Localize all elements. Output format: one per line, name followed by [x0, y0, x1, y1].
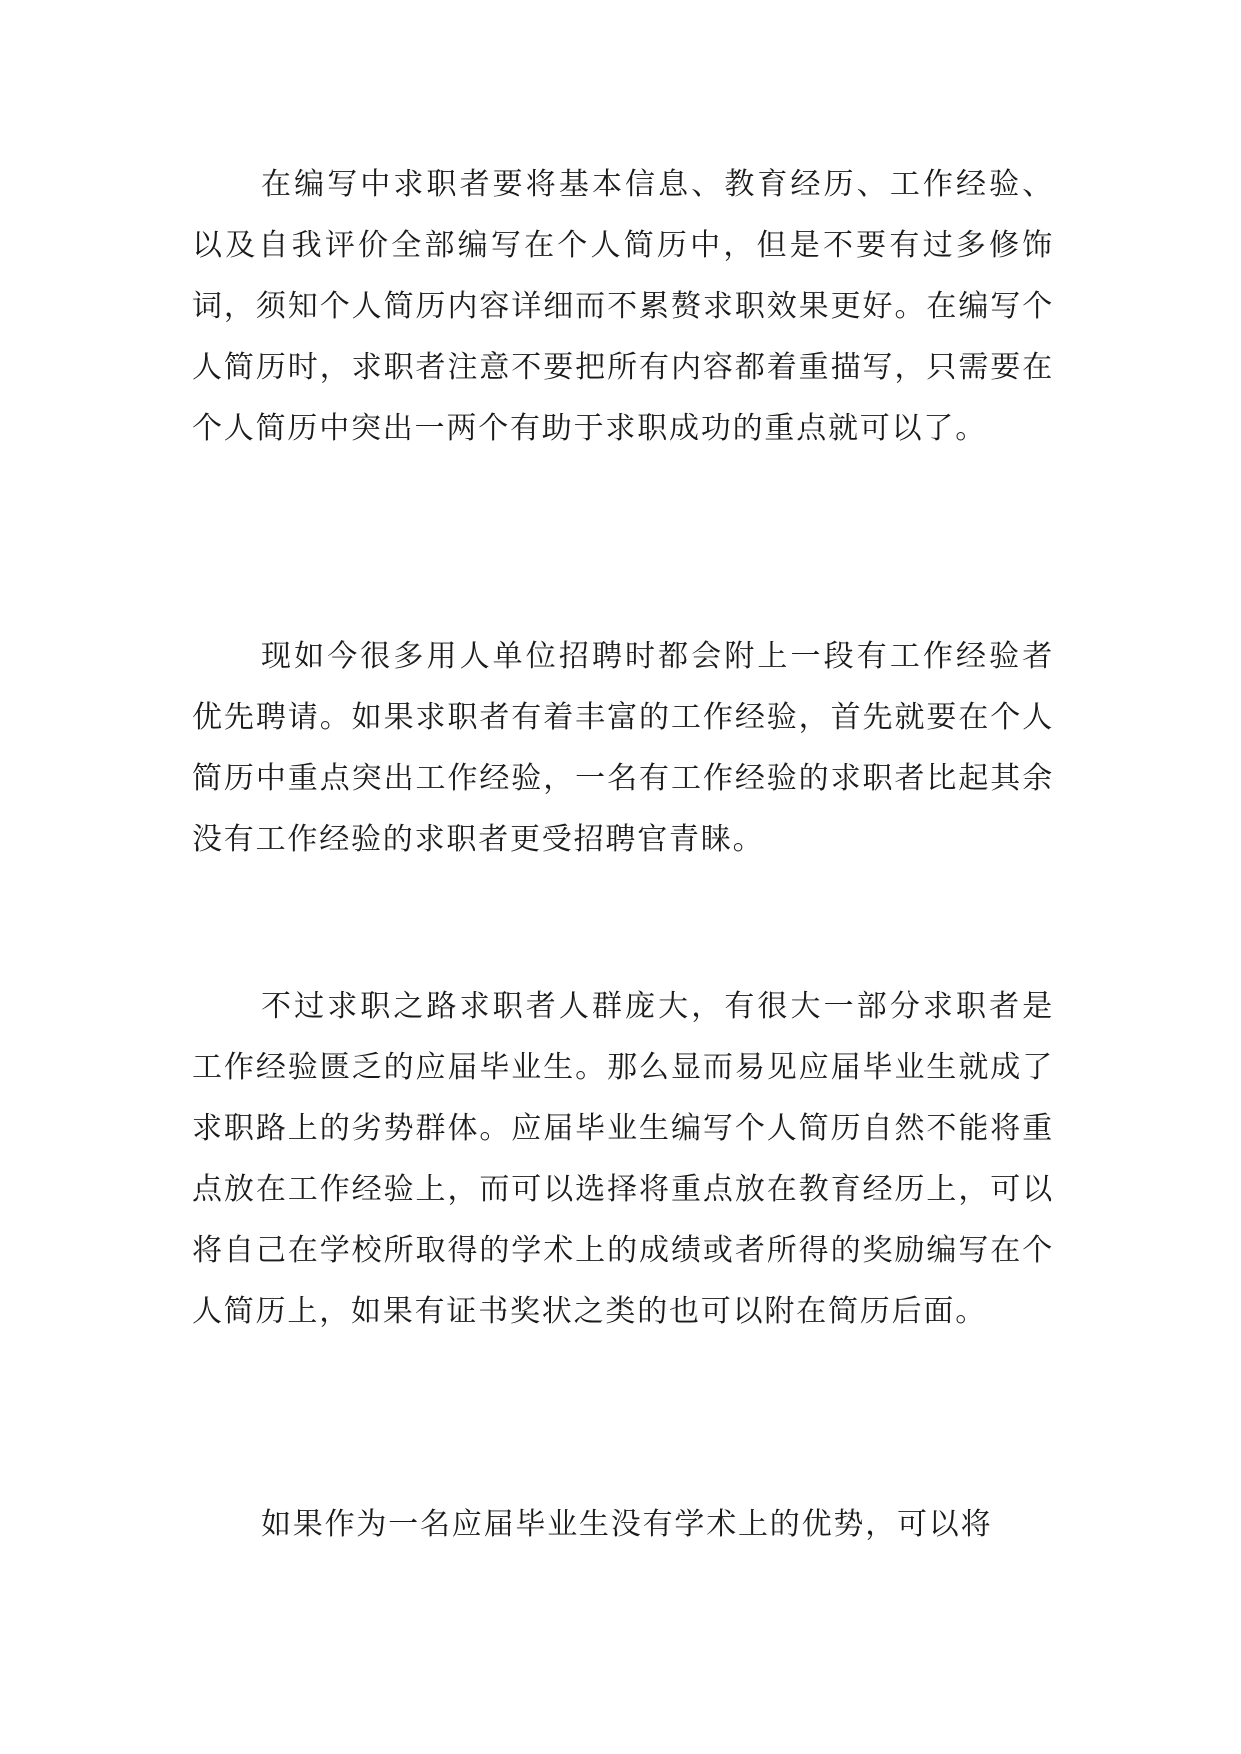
- paragraph-2: 现如今很多用人单位招聘时都会附上一段有工作经验者优先聘请。如果求职者有着丰富的工作经验，首先就要在个人简历中重点突出工作经验，一名有工作经验的求职者比起其余没有工作经验的求职者更受招聘官青睐。: [192, 639, 1054, 857]
- paragraph-1: 在编写中求职者要将基本信息、教育经历、工作经验、以及自我评价全部编写在个人简历中，但是不要有过多修饰词，须知个人简历内容详细而不累赘求职效果更好。在编写个人简历时，求职者注意不要把所有内容都着重描写，只需要在个人简历中突出一两个有助于求职成功的重点就可以了。: [192, 167, 1054, 446]
- paragraph-4: 如果作为一名应届毕业生没有学术上的优势，可以将: [261, 1507, 993, 1542]
- paragraph-3: 不过求职之路求职者人群庞大，有很大一部分求职者是工作经验匮乏的应届毕业生。那么显而易见应届毕业生就成了求职路上的劣势群体。应届毕业生编写个人简历自然不能将重点放在工作经验上，而可以选择将重点放在教育经历上，可以将自己在学校所取得的学术上的成绩或者所得的奖励编写在个人简历上，如果有证书奖状之类的也可以附在简历后面。: [192, 989, 1054, 1329]
